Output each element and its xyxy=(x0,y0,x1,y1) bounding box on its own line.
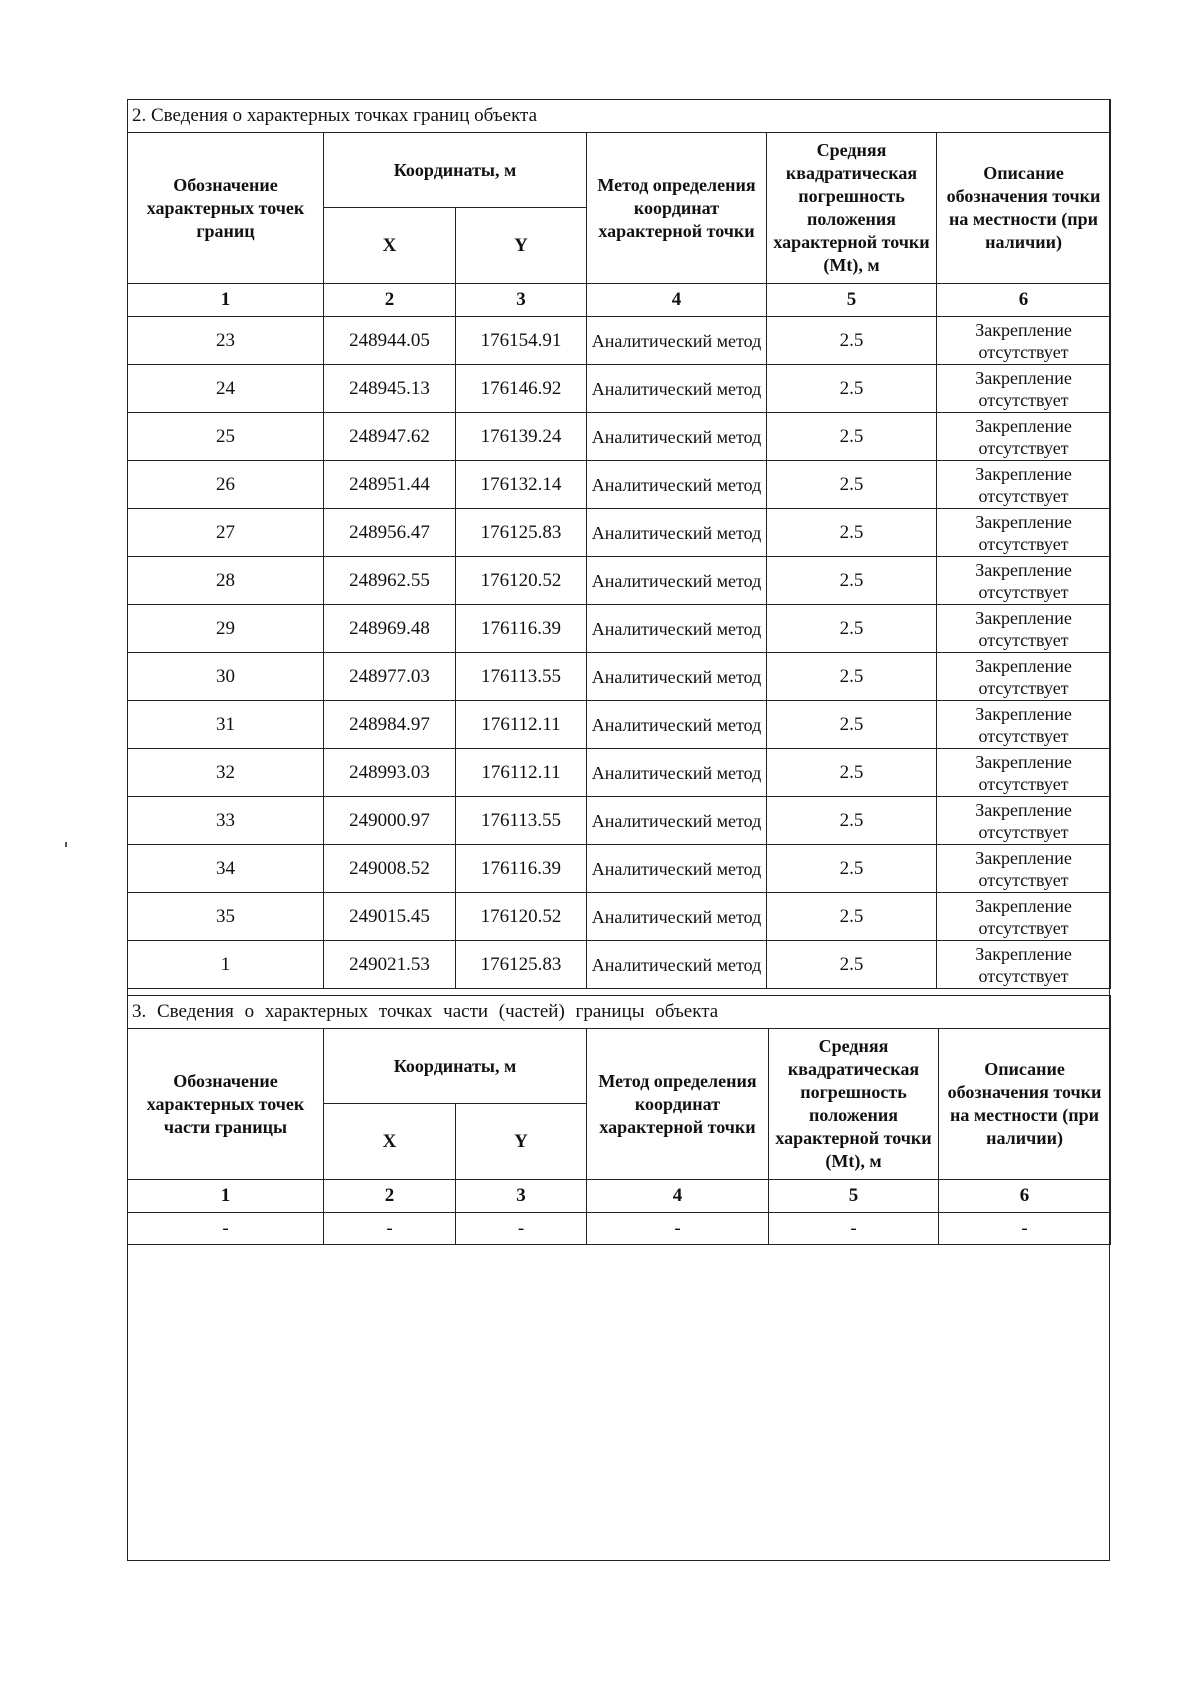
cell-y: 176120.52 xyxy=(456,557,587,605)
cell-description: Закрепление отсутствует xyxy=(937,653,1111,701)
cell-method: Аналитический метод xyxy=(587,701,767,749)
cell-description: Закрепление отсутствует xyxy=(937,557,1111,605)
table-row xyxy=(128,557,1111,605)
header-method: Метод определения координат характерной точки xyxy=(587,133,767,284)
section-2-title: 2. Сведения о характерных точках границ объекта xyxy=(128,100,1111,133)
cell-description: Закрепление отсутствует xyxy=(937,317,1111,365)
cell-point: 25 xyxy=(128,413,324,461)
cell-method: Аналитический метод xyxy=(587,509,767,557)
cell-method: Аналитический метод xyxy=(587,749,767,797)
cell-method: Аналитический метод xyxy=(587,653,767,701)
header-method: Метод определения координат характерной точки xyxy=(587,1029,769,1180)
cell-point: 31 xyxy=(128,701,324,749)
cell-x: 248969.48 xyxy=(324,605,456,653)
column-number: 3 xyxy=(456,1180,587,1213)
cell-method: Аналитический метод xyxy=(587,893,767,941)
header-coords: Координаты, м xyxy=(324,1029,587,1104)
cell-y: 176154.91 xyxy=(456,317,587,365)
column-number: 5 xyxy=(769,1180,939,1213)
cell-x: 249021.53 xyxy=(324,941,456,989)
cell-point: 27 xyxy=(128,509,324,557)
column-numbers-row xyxy=(128,1180,1111,1213)
cell-x: - xyxy=(324,1213,456,1245)
table-row xyxy=(128,413,1111,461)
cell-error: 2.5 xyxy=(767,893,937,941)
cell-point: 26 xyxy=(128,461,324,509)
header-error: Средняя квадратическая погрешность положения характерной точки (Mt), м xyxy=(767,133,937,284)
cell-error: 2.5 xyxy=(767,941,937,989)
cell-error: 2.5 xyxy=(767,797,937,845)
cell-point: 28 xyxy=(128,557,324,605)
column-numbers-row xyxy=(128,284,1111,317)
cell-x: 248947.62 xyxy=(324,413,456,461)
cell-method: Аналитический метод xyxy=(587,557,767,605)
table-row xyxy=(128,701,1111,749)
cell-description: Закрепление отсутствует xyxy=(937,509,1111,557)
header-error: Средняя квадратическая погрешность положения характерной точки (Mt), м xyxy=(769,1029,939,1180)
cell-description: Закрепление отсутствует xyxy=(937,461,1111,509)
cell-error: - xyxy=(769,1213,939,1245)
cell-method: Аналитический метод xyxy=(587,941,767,989)
table-row xyxy=(128,509,1111,557)
column-number: 6 xyxy=(939,1180,1111,1213)
table-row xyxy=(128,605,1111,653)
header-description: Описание обозначения точки на местности (при наличии) xyxy=(939,1029,1111,1180)
cell-error: 2.5 xyxy=(767,605,937,653)
table-row xyxy=(128,941,1111,989)
header-y: Y xyxy=(456,1104,587,1180)
cell-error: 2.5 xyxy=(767,413,937,461)
column-number: 4 xyxy=(587,1180,769,1213)
column-number: 1 xyxy=(128,1180,324,1213)
cell-error: 2.5 xyxy=(767,701,937,749)
cell-point: 32 xyxy=(128,749,324,797)
column-number: 2 xyxy=(324,1180,456,1213)
cell-y: - xyxy=(456,1213,587,1245)
cell-method: Аналитический метод xyxy=(587,797,767,845)
cell-y: 176113.55 xyxy=(456,653,587,701)
cell-method: Аналитический метод xyxy=(587,605,767,653)
section-3-title: 3. Сведения о характерных точках части (частей) границы объекта xyxy=(128,996,1111,1029)
header-description: Описание обозначения точки на местности (при наличии) xyxy=(937,133,1111,284)
cell-x: 248956.47 xyxy=(324,509,456,557)
cell-y: 176125.83 xyxy=(456,941,587,989)
cell-y: 176132.14 xyxy=(456,461,587,509)
cell-y: 176116.39 xyxy=(456,605,587,653)
cell-method: Аналитический метод xyxy=(587,461,767,509)
cell-y: 176112.11 xyxy=(456,749,587,797)
cell-point: 23 xyxy=(128,317,324,365)
cell-description: Закрепление отсутствует xyxy=(937,701,1111,749)
cell-description: Закрепление отсутствует xyxy=(937,941,1111,989)
cell-x: 248962.55 xyxy=(324,557,456,605)
cell-error: 2.5 xyxy=(767,557,937,605)
table-row xyxy=(128,365,1111,413)
cell-description: Закрепление отсутствует xyxy=(937,797,1111,845)
cell-point: 33 xyxy=(128,797,324,845)
cell-error: 2.5 xyxy=(767,365,937,413)
cell-error: 2.5 xyxy=(767,509,937,557)
column-number: 5 xyxy=(767,284,937,317)
cell-point: 30 xyxy=(128,653,324,701)
cell-error: 2.5 xyxy=(767,653,937,701)
table-row xyxy=(128,749,1111,797)
cell-error: 2.5 xyxy=(767,845,937,893)
table-row xyxy=(128,461,1111,509)
cell-x: 248944.05 xyxy=(324,317,456,365)
cell-y: 176139.24 xyxy=(456,413,587,461)
cell-x: 249000.97 xyxy=(324,797,456,845)
cell-method: Аналитический метод xyxy=(587,845,767,893)
table-row xyxy=(128,797,1111,845)
cell-method: Аналитический метод xyxy=(587,413,767,461)
header-x: X xyxy=(324,1104,456,1180)
header-x: X xyxy=(324,208,456,284)
column-number: 6 xyxy=(937,284,1111,317)
cell-description: Закрепление отсутствует xyxy=(937,365,1111,413)
cell-point: 24 xyxy=(128,365,324,413)
cell-x: 248945.13 xyxy=(324,365,456,413)
scan-mark xyxy=(65,842,67,847)
cell-point: 34 xyxy=(128,845,324,893)
cell-description: Закрепление отсутствует xyxy=(937,605,1111,653)
cell-method: - xyxy=(587,1213,769,1245)
part-boundary-points-table xyxy=(127,995,1111,1245)
cell-description: - xyxy=(939,1213,1111,1245)
cell-x: 249015.45 xyxy=(324,893,456,941)
column-number: 4 xyxy=(587,284,767,317)
cell-point: 29 xyxy=(128,605,324,653)
cell-point: 1 xyxy=(128,941,324,989)
cell-y: 176116.39 xyxy=(456,845,587,893)
table-row xyxy=(128,893,1111,941)
cell-x: 248993.03 xyxy=(324,749,456,797)
column-number: 1 xyxy=(128,284,324,317)
column-number: 3 xyxy=(456,284,587,317)
cell-method: Аналитический метод xyxy=(587,317,767,365)
cell-error: 2.5 xyxy=(767,461,937,509)
cell-x: 249008.52 xyxy=(324,845,456,893)
cell-y: 176146.92 xyxy=(456,365,587,413)
cell-description: Закрепление отсутствует xyxy=(937,845,1111,893)
table-row xyxy=(128,1213,1111,1245)
table-row xyxy=(128,317,1111,365)
cell-description: Закрепление отсутствует xyxy=(937,893,1111,941)
cell-point: - xyxy=(128,1213,324,1245)
cell-description: Закрепление отсутствует xyxy=(937,749,1111,797)
cell-y: 176125.83 xyxy=(456,509,587,557)
cell-method: Аналитический метод xyxy=(587,365,767,413)
header-point: Обозначение характерных точек границ xyxy=(128,133,324,284)
cell-error: 2.5 xyxy=(767,749,937,797)
header-y: Y xyxy=(456,208,587,284)
header-point: Обозначение характерных точек части границы xyxy=(128,1029,324,1180)
cell-x: 248984.97 xyxy=(324,701,456,749)
cell-description: Закрепление отсутствует xyxy=(937,413,1111,461)
cell-x: 248951.44 xyxy=(324,461,456,509)
cell-x: 248977.03 xyxy=(324,653,456,701)
table-row xyxy=(128,653,1111,701)
cell-error: 2.5 xyxy=(767,317,937,365)
table-row xyxy=(128,845,1111,893)
header-coords: Координаты, м xyxy=(324,133,587,208)
cell-point: 35 xyxy=(128,893,324,941)
cell-y: 176120.52 xyxy=(456,893,587,941)
column-number: 2 xyxy=(324,284,456,317)
cell-y: 176113.55 xyxy=(456,797,587,845)
boundary-points-table xyxy=(127,99,1111,989)
cell-y: 176112.11 xyxy=(456,701,587,749)
